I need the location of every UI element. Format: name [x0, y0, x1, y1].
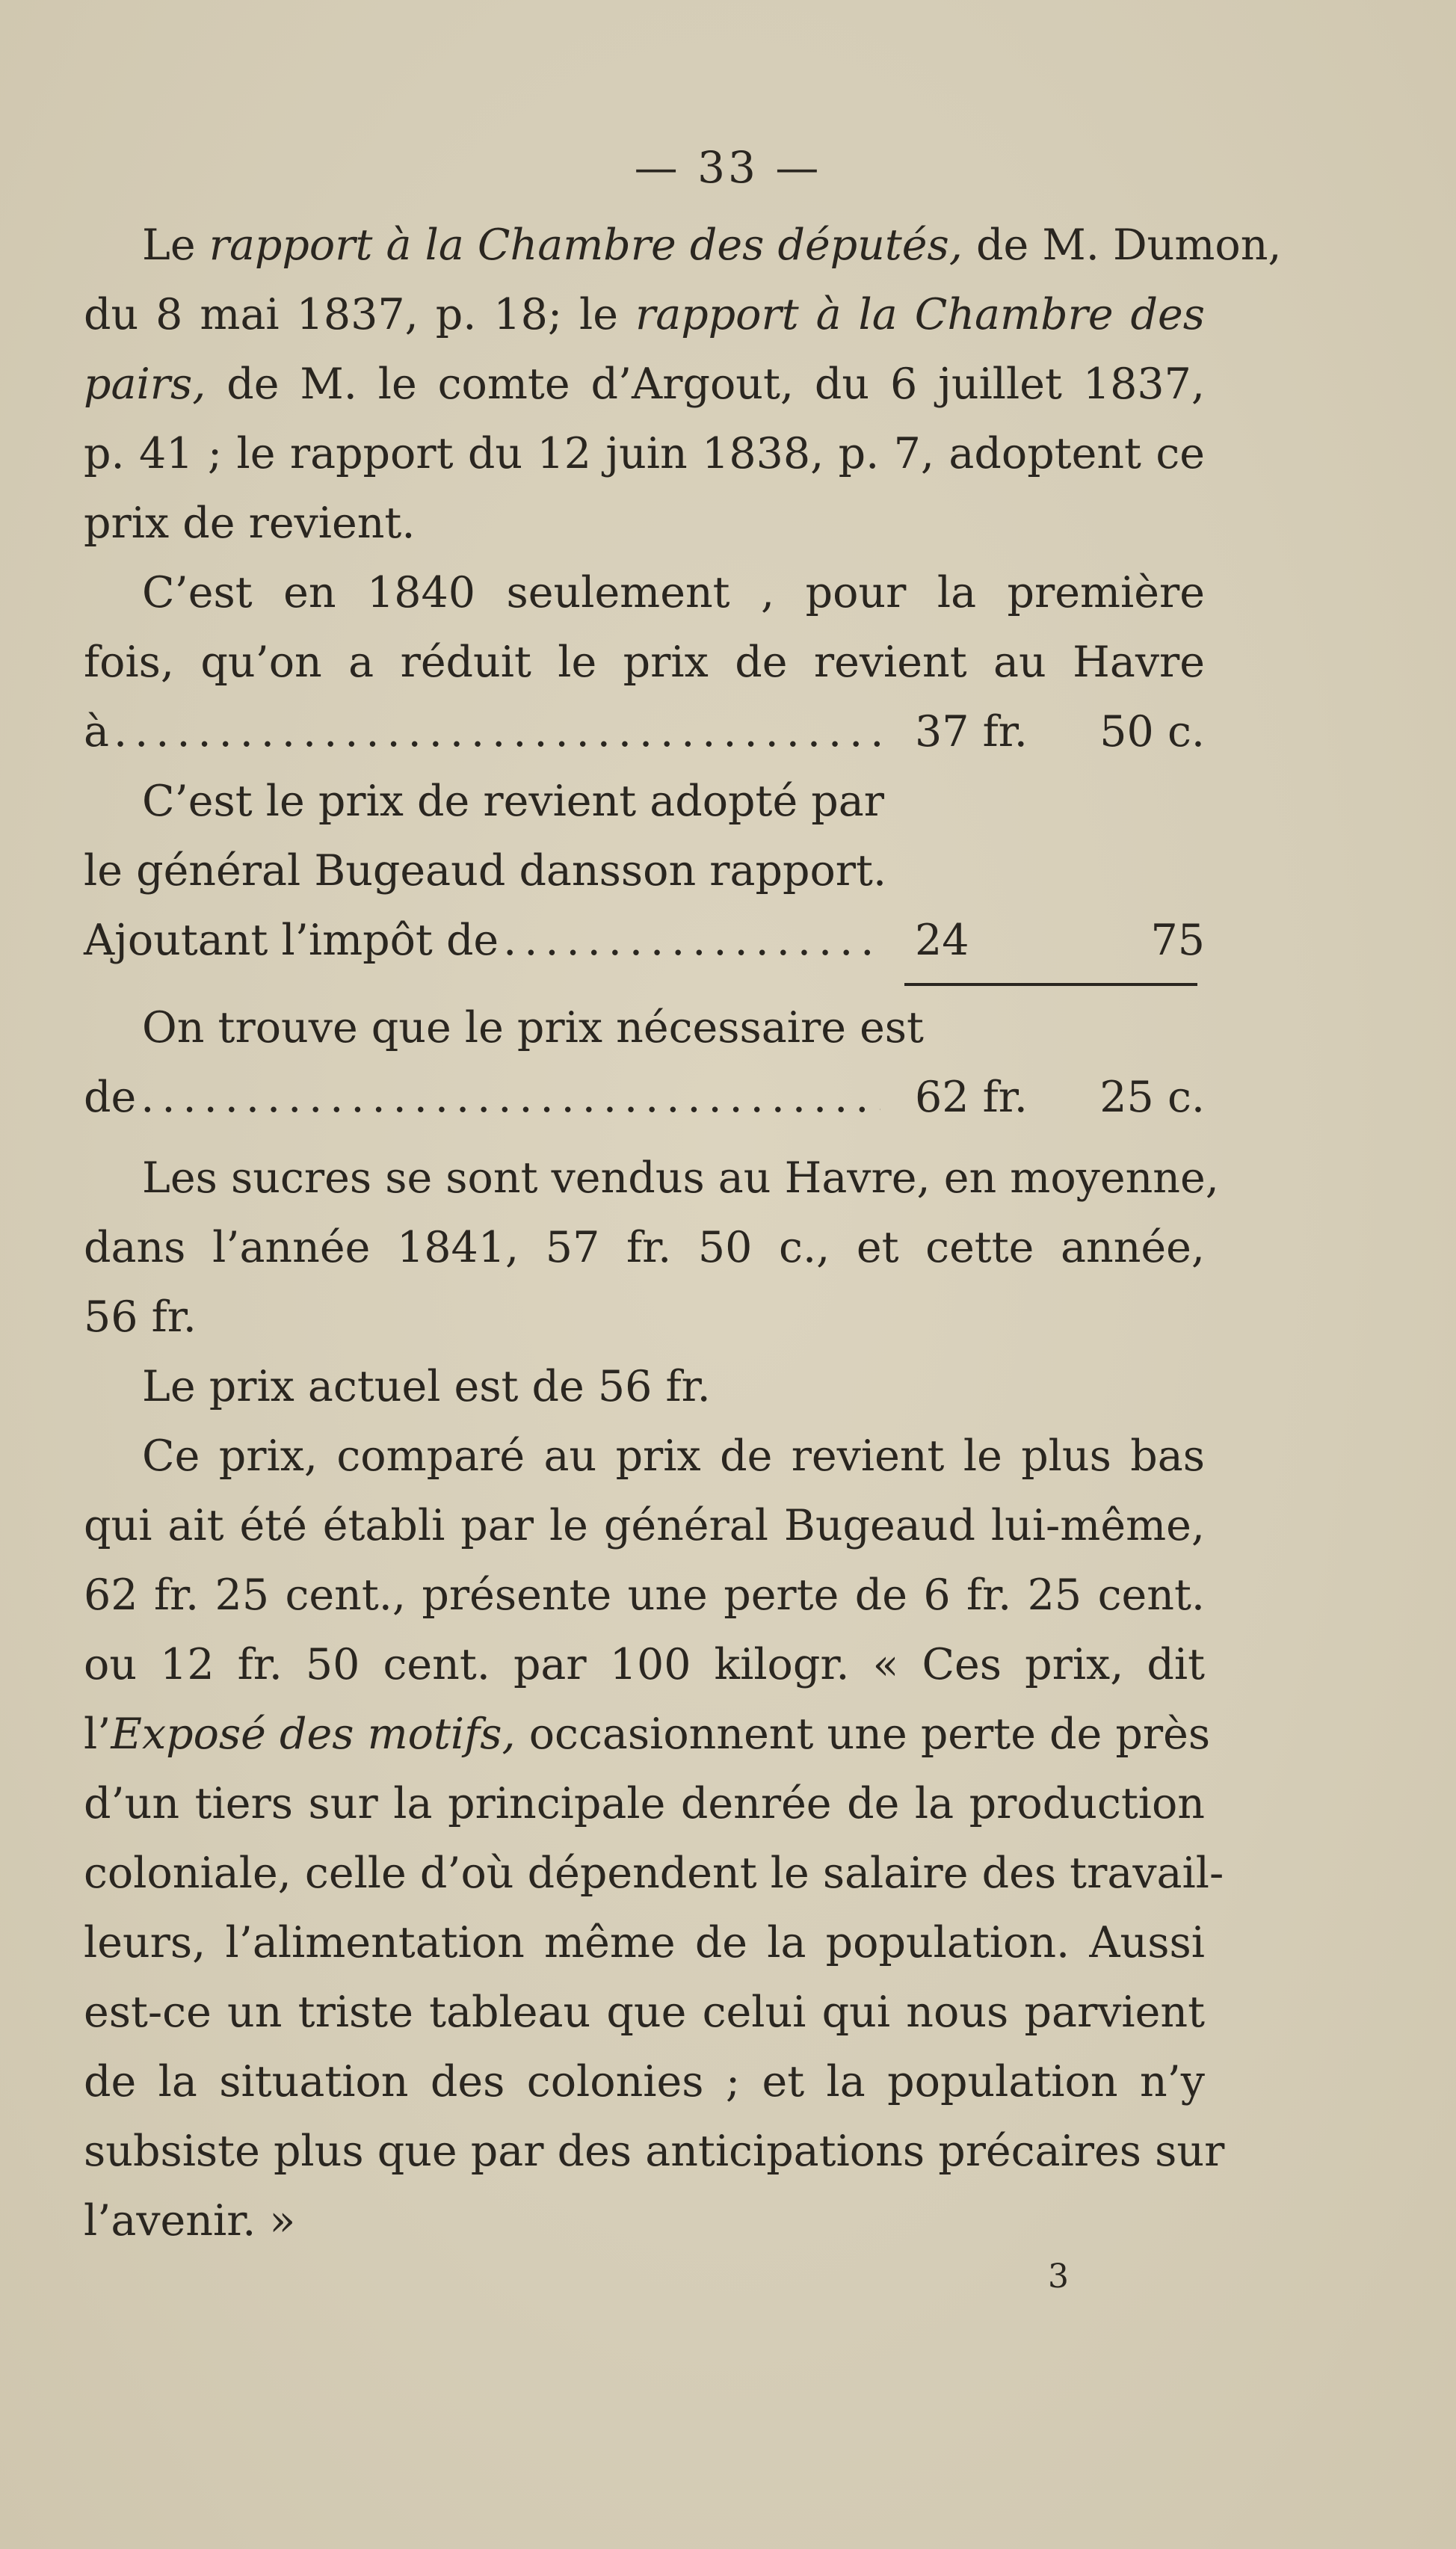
text-line: fois, qu’on a réduit le prix de revient au Havre — [84, 638, 1205, 687]
text-line: Les sucres se sont vendus au Havre, en moyenne, — [142, 1153, 1219, 1203]
text-line: qui ait été établi par le général Bugeaud lui-même, — [84, 1501, 1205, 1550]
text-line: prix de revient. — [84, 499, 416, 548]
text-line: pairs, de M. le comte d’Argout, du 6 juillet 1837, — [84, 360, 1205, 409]
amount-centimes: 25 c. — [1099, 1073, 1205, 1122]
text-line: d’un tiers sur la principale denrée de la production — [84, 1779, 1205, 1828]
ledger-label: à — [84, 707, 109, 756]
ledger-amount — [885, 906, 1205, 975]
amount-francs: 24 — [915, 916, 969, 965]
text-line: dans l’année 1841, 57 fr. 50 c., et cette année, — [84, 1223, 1205, 1272]
page-number: — 33 — — [634, 142, 822, 193]
text-line: C’est le prix de revient adopté par — [142, 777, 885, 826]
text-line: 56 fr. — [84, 1292, 197, 1342]
amount-francs: 62 fr. — [915, 1073, 1028, 1122]
text-line: Le prix actuel est de 56 fr. — [142, 1362, 711, 1411]
text-block-lower — [84, 1144, 1225, 2256]
leader-dots — [503, 906, 880, 975]
text-line: Le rapport à la Chambre des députés, de M. Dumon, — [142, 221, 1282, 270]
ledger-row-cost — [84, 697, 1205, 767]
ledger-amount — [885, 697, 1205, 767]
ledger-row-tax — [84, 906, 1205, 975]
text-line: Ce prix, comparé au prix de revient le plus bas — [142, 1431, 1205, 1481]
leader-dots — [141, 1063, 880, 1132]
leader-dots — [114, 697, 880, 767]
text-line: 62 fr. 25 cent., présente une perte de 6 fr. 25 cent. — [84, 1571, 1205, 1620]
text-line: coloniale, celle d’où dépendent le salaire des travail- — [84, 1849, 1224, 1898]
ledger-row-total — [84, 1063, 1205, 1132]
text-line: le général Bugeaud dansson rapport. — [84, 846, 887, 896]
amount-centimes: 75 — [1150, 916, 1205, 965]
ledger-amount — [885, 1063, 1205, 1132]
text-line: subsiste plus que par des anticipations précaires sur — [84, 2127, 1225, 2176]
text-line: C’est en 1840 seulement , pour la première — [142, 568, 1205, 617]
amount-francs: 37 fr. — [915, 707, 1028, 756]
text-line: ou 12 fr. 50 cent. par 100 kilogr. « Ces prix, dit — [84, 1640, 1205, 1689]
text-line: leurs, l’alimentation même de la population. Aussi — [84, 1918, 1205, 1967]
text-line: On trouve que le prix nécessaire est — [142, 1003, 924, 1052]
text-line: est-ce un triste tableau que celui qui nous parvient — [84, 1988, 1205, 2037]
text-line: l’avenir. » — [84, 2196, 296, 2246]
text-line: de la situation des colonies ; et la population n’y — [84, 2057, 1205, 2106]
text-line: l’Exposé des motifs, occasionnent une perte de près — [84, 1710, 1211, 1759]
amount-centimes: 50 c. — [1099, 707, 1205, 756]
text-line: du 8 mai 1837, p. 18; le rapport à la Chambre des — [84, 290, 1205, 339]
ledger-label: de — [84, 1073, 137, 1122]
sum-rule — [904, 983, 1197, 986]
signature-mark: 3 — [1048, 2257, 1069, 2296]
text-block-upper — [84, 211, 1282, 1132]
text-line: p. 41 ; le rapport du 12 juin 1838, p. 7, adoptent ce — [84, 429, 1205, 478]
ledger-label: Ajoutant l’impôt de — [84, 916, 499, 965]
